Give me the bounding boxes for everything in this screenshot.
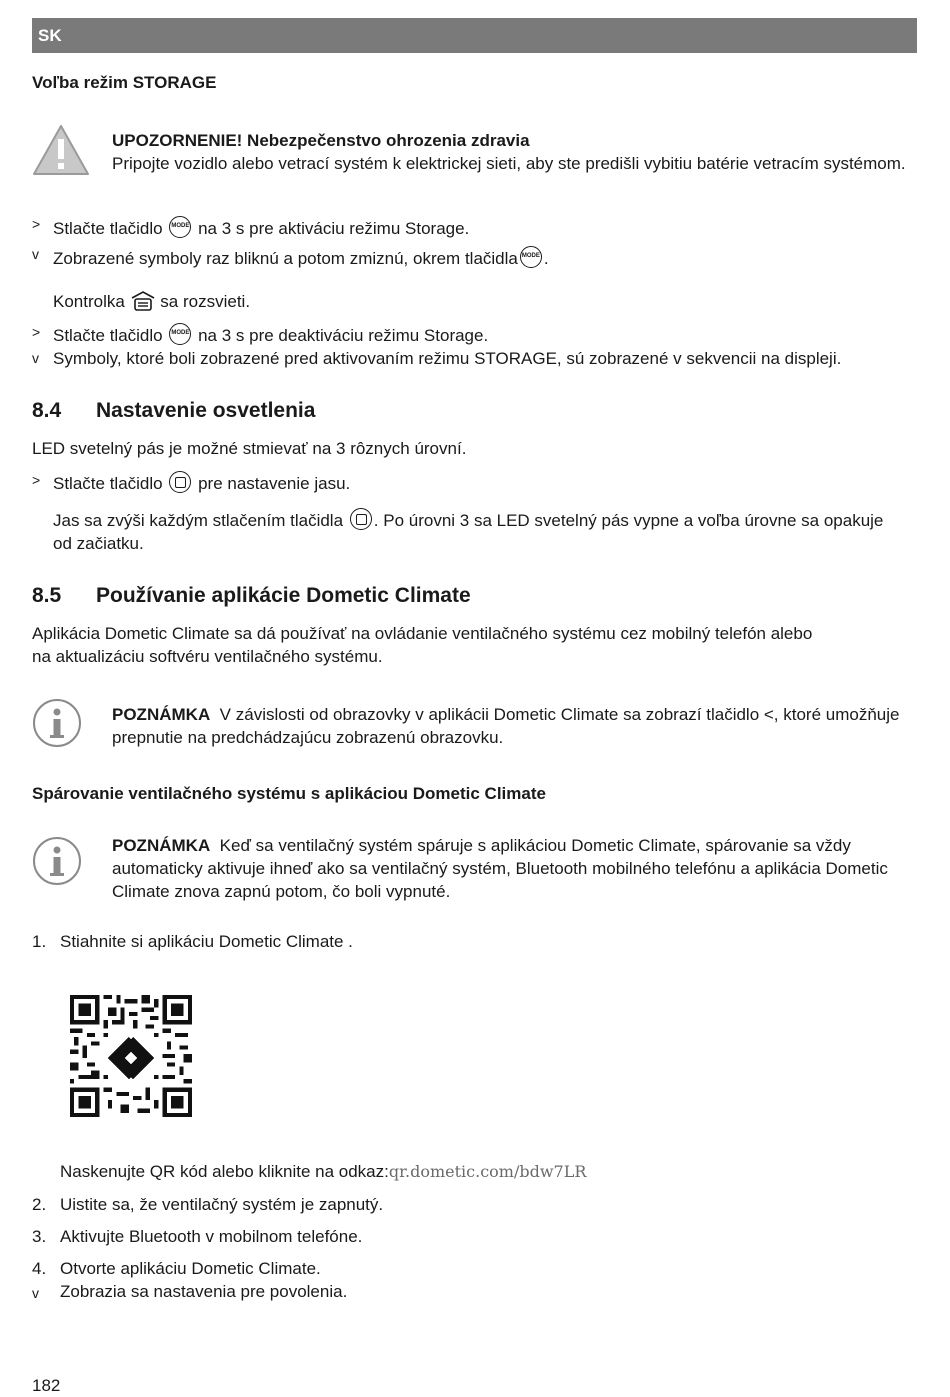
app-intro bbox=[32, 622, 912, 668]
note-text: prepnutie na predchádzajúcu zobrazenú obrazovku. bbox=[112, 728, 504, 747]
result-marker: v bbox=[32, 246, 39, 262]
step-marker: > bbox=[32, 324, 41, 340]
warning-title: UPOZORNENIE! Nebezpečenstvo ohrozenia zdravia bbox=[112, 131, 530, 150]
note-2 bbox=[112, 834, 922, 903]
light-button-icon bbox=[169, 471, 191, 493]
list-number: 4. bbox=[32, 1259, 47, 1278]
page-number: 182 bbox=[32, 1376, 61, 1395]
storage-result-2: Symboly, ktoré boli zobrazené pred aktivovaním režimu STORAGE, sú zobrazené v sekvencii na displeji. bbox=[53, 349, 842, 368]
qr-text: Naskenujte QR kód alebo kliknite na odkaz: bbox=[60, 1162, 389, 1181]
pairing-title: Spárovanie ventilačného systému s aplikáciou Dometic Climate bbox=[32, 784, 546, 803]
mode-button-icon: MODE bbox=[520, 246, 542, 268]
info-icon bbox=[32, 698, 82, 748]
storage-indicator bbox=[53, 290, 250, 313]
list-number: 3. bbox=[32, 1227, 47, 1246]
section-title: Používanie aplikácie Dometic Climate bbox=[96, 584, 471, 607]
storage-step-deactivate bbox=[53, 323, 488, 347]
info-text: Jas sa zvýši každým stlačením tlačidla bbox=[53, 511, 344, 530]
qr-link[interactable]: qr.dometic.com/bdw7LR bbox=[388, 1162, 587, 1181]
note-text: automaticky aktivuje ihneď ako sa ventilačný systém, Bluetooth mobilného telefónu a aplikácia Dometic bbox=[112, 859, 888, 878]
step-marker: > bbox=[32, 216, 41, 232]
qr-instruction bbox=[60, 1160, 586, 1183]
info-text: od začiatku. bbox=[53, 534, 144, 553]
lighting-intro: LED svetelný pás je možné stmievať na 3 rôznych úrovní. bbox=[32, 439, 467, 458]
note-1 bbox=[112, 703, 922, 749]
list-item-4 bbox=[32, 1257, 321, 1280]
list-item-2 bbox=[32, 1193, 384, 1216]
intro-line: Aplikácia Dometic Climate sa dá používať na ovládanie ventilačného systému cez mobilný telefón alebo bbox=[32, 624, 813, 643]
storage-indicator-icon bbox=[130, 290, 156, 312]
section-number: 8.5 bbox=[32, 584, 62, 607]
info-icon bbox=[32, 836, 82, 886]
storage-step-activate bbox=[53, 216, 469, 240]
list-item-1 bbox=[32, 930, 353, 953]
qr-code-image[interactable] bbox=[70, 995, 192, 1117]
section-number: 8.4 bbox=[32, 399, 62, 422]
language-bar bbox=[32, 18, 917, 53]
step-text: Stlačte tlačidlo bbox=[53, 326, 163, 345]
step-text: na 3 s pre aktiváciu režimu Storage. bbox=[198, 219, 470, 238]
result-marker: v bbox=[32, 350, 39, 366]
intro-line: na aktualizáciu softvéru ventilačného systému. bbox=[32, 647, 383, 666]
light-button-icon bbox=[350, 508, 372, 530]
storage-result-1 bbox=[53, 246, 549, 270]
section-heading-8-4 bbox=[32, 398, 315, 424]
step-text: Stlačte tlačidlo bbox=[53, 219, 163, 238]
result-text: Zobrazené symboly raz bliknú a potom zmiznú, okrem tlačidla bbox=[53, 249, 518, 268]
step-text: na 3 s pre deaktiváciu režimu Storage. bbox=[198, 326, 489, 345]
lighting-info bbox=[53, 508, 913, 555]
result-marker: v bbox=[32, 1285, 39, 1301]
mode-button-icon: MODE bbox=[169, 216, 191, 238]
step-text: Stlačte tlačidlo bbox=[53, 474, 163, 493]
list-number: 2. bbox=[32, 1195, 47, 1214]
note-text: V závislosti od obrazovky v aplikácii Dometic Climate sa zobrazí tlačidlo <, ktoré umožňuje bbox=[219, 705, 900, 724]
note-label: POZNÁMKA bbox=[112, 836, 211, 855]
note-label: POZNÁMKA bbox=[112, 705, 211, 724]
step-text: pre nastavenie jasu. bbox=[198, 474, 351, 493]
final-result: Zobrazia sa nastavenia pre povolenia. bbox=[60, 1282, 348, 1301]
list-item-3 bbox=[32, 1225, 363, 1248]
list-text: Otvorte aplikáciu Dometic Climate. bbox=[60, 1259, 321, 1278]
lighting-step bbox=[53, 471, 350, 495]
note-text: Keď sa ventilačný systém spáruje s aplikáciou Dometic Climate, spárovanie sa vždy bbox=[219, 836, 851, 855]
warning-icon bbox=[32, 124, 90, 176]
indicator-text: Kontrolka bbox=[53, 292, 125, 311]
indicator-text: sa rozsvieti. bbox=[160, 292, 251, 311]
note-text: Climate znova zapnú potom, čo boli vypnuté. bbox=[112, 882, 451, 901]
storage-title: Voľba režim STORAGE bbox=[32, 73, 217, 92]
warning-text: Pripojte vozidlo alebo vetrací systém k elektrickej sieti, aby ste predišli vybitiu batérie vetracím systémom. bbox=[112, 154, 906, 173]
list-text: Uistite sa, že ventilačný systém je zapnutý. bbox=[60, 1195, 384, 1214]
mode-button-icon: MODE bbox=[169, 323, 191, 345]
step-marker: > bbox=[32, 472, 41, 488]
list-text: Stiahnite si aplikáciu Dometic Climate . bbox=[60, 932, 353, 951]
result-text: . bbox=[543, 249, 549, 268]
info-text: . Po úrovni 3 sa LED svetelný pás vypne a voľba úrovne sa opakuje bbox=[373, 511, 884, 530]
language-code: SK bbox=[38, 26, 62, 45]
section-title: Nastavenie osvetlenia bbox=[96, 399, 316, 422]
section-heading-8-5 bbox=[32, 583, 471, 609]
list-text: Aktivujte Bluetooth v mobilnom telefóne. bbox=[60, 1227, 363, 1246]
list-number: 1. bbox=[32, 932, 47, 951]
